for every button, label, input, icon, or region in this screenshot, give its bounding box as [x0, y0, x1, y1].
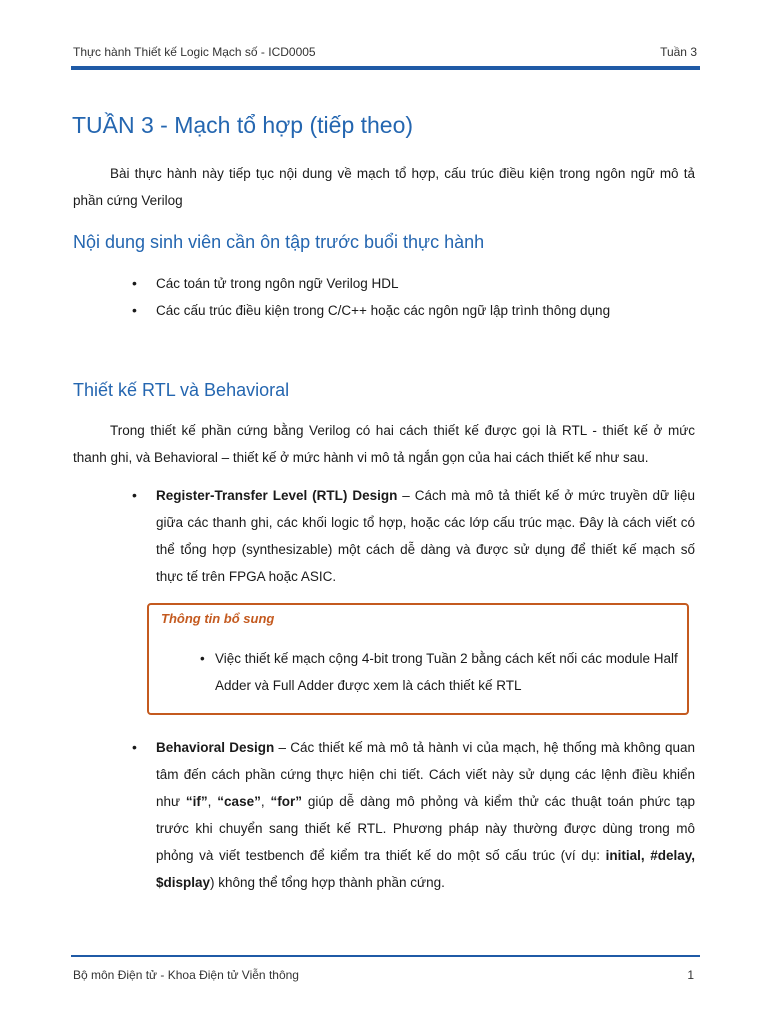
bullet-icon: • [132, 275, 137, 291]
header-rule [71, 66, 700, 70]
keyword-if: “if” [185, 794, 208, 809]
rtl-intro-paragraph: Trong thiết kế phần cứng bằng Verilog có hai cách thiết kế được gọi là RTL - thiết kế ở mức thanh ghi, và Behavioral – thiết kế ở mức hành vi mô tả ngắn gọn của hai cách thiết kế như sau. [73, 423, 695, 465]
behavioral-list [73, 734, 695, 896]
keyword-case: “case” [217, 794, 261, 809]
bullet-icon: • [200, 651, 205, 666]
bullet-icon: • [132, 739, 137, 755]
list-item [73, 482, 695, 590]
behavioral-description-cont: giúp dễ dàng mô phỏng và kiểm thử các thuật toán phức tạp trước khi chuyển sang thiết kế RTL. Phương pháp này thường được dùng trong mô phỏng và viết testbench để kiểm tra thiết kế do một số cấu trúc (ví dụ: [156, 794, 695, 863]
behavioral-term: Behavioral Design [156, 740, 275, 755]
footer-department: Bộ môn Điện tử - Khoa Điện tử Viễn thông [73, 968, 299, 982]
non-synth-examples: initial, #delay, $display [156, 848, 695, 890]
bullet-icon: • [132, 302, 137, 318]
behavioral-description-end: ) không thể tổng hợp thành phần cứng. [210, 875, 445, 890]
list-item [73, 297, 695, 324]
callout-item-text: Việc thiết kế mạch cộng 4-bit trong Tuần 2 bằng cách kết nối các module Half Adder và Full Adder được xem là cách thiết kế RTL [215, 651, 678, 693]
review-item-text: Các toán tử trong ngôn ngữ Verilog HDL [156, 276, 399, 291]
callout-title: Thông tin bổ sung [161, 611, 275, 626]
rtl-heading: Thiết kế RTL và Behavioral [73, 380, 290, 400]
list-item [73, 734, 695, 896]
list-item [161, 645, 681, 699]
separator: , [207, 794, 218, 809]
footer-rule [71, 955, 700, 957]
callout-list [161, 645, 681, 699]
page-title: TUẦN 3 - Mạch tổ hợp (tiếp theo) [72, 112, 414, 138]
review-item-text: Các cấu trúc điều kiện trong C/C++ hoặc các ngôn ngữ lập trình thông dụng [156, 303, 611, 318]
intro-paragraph: Bài thực hành này tiếp tục nội dung về mạch tổ hợp, cấu trúc điều kiện trong ngôn ngữ mô tả phần cứng Verilog [73, 166, 695, 208]
review-heading: Nội dung sinh viên cần ôn tập trước buổi thực hành [73, 232, 485, 252]
separator: , [260, 794, 271, 809]
rtl-list [73, 482, 695, 590]
header-course-title: Thực hành Thiết kế Logic Mạch số - ICD0005 [73, 45, 316, 59]
info-callout [147, 603, 689, 715]
header-week: Tuần 3 [660, 45, 697, 59]
rtl-description: – Cách mà mô tả thiết kế ở mức truyền dữ liệu giữa các thanh ghi, các khối logic tổ hợp, hoặc các lớp cấu trúc mạc. Đây là cách viết có thể tổng hợp (synthesizable) một cách dễ dàng và được sử dụng để thiết kế mạch số thực tế trên FPGA hoặc ASIC. [156, 488, 695, 584]
bullet-icon: • [132, 487, 137, 503]
keyword-for: “for” [270, 794, 302, 809]
list-item [73, 270, 695, 297]
behavioral-description: – Các thiết kế mà mô tả hành vi của mạch, hệ thống mà không quan tâm đến cách phần cứng thực hiện chi tiết. Cách viết này sử dụng các lệnh điều khiển như [156, 740, 695, 809]
rtl-term: Register-Transfer Level (RTL) Design [156, 488, 398, 503]
review-list [73, 270, 695, 324]
page-number: 1 [687, 968, 694, 982]
